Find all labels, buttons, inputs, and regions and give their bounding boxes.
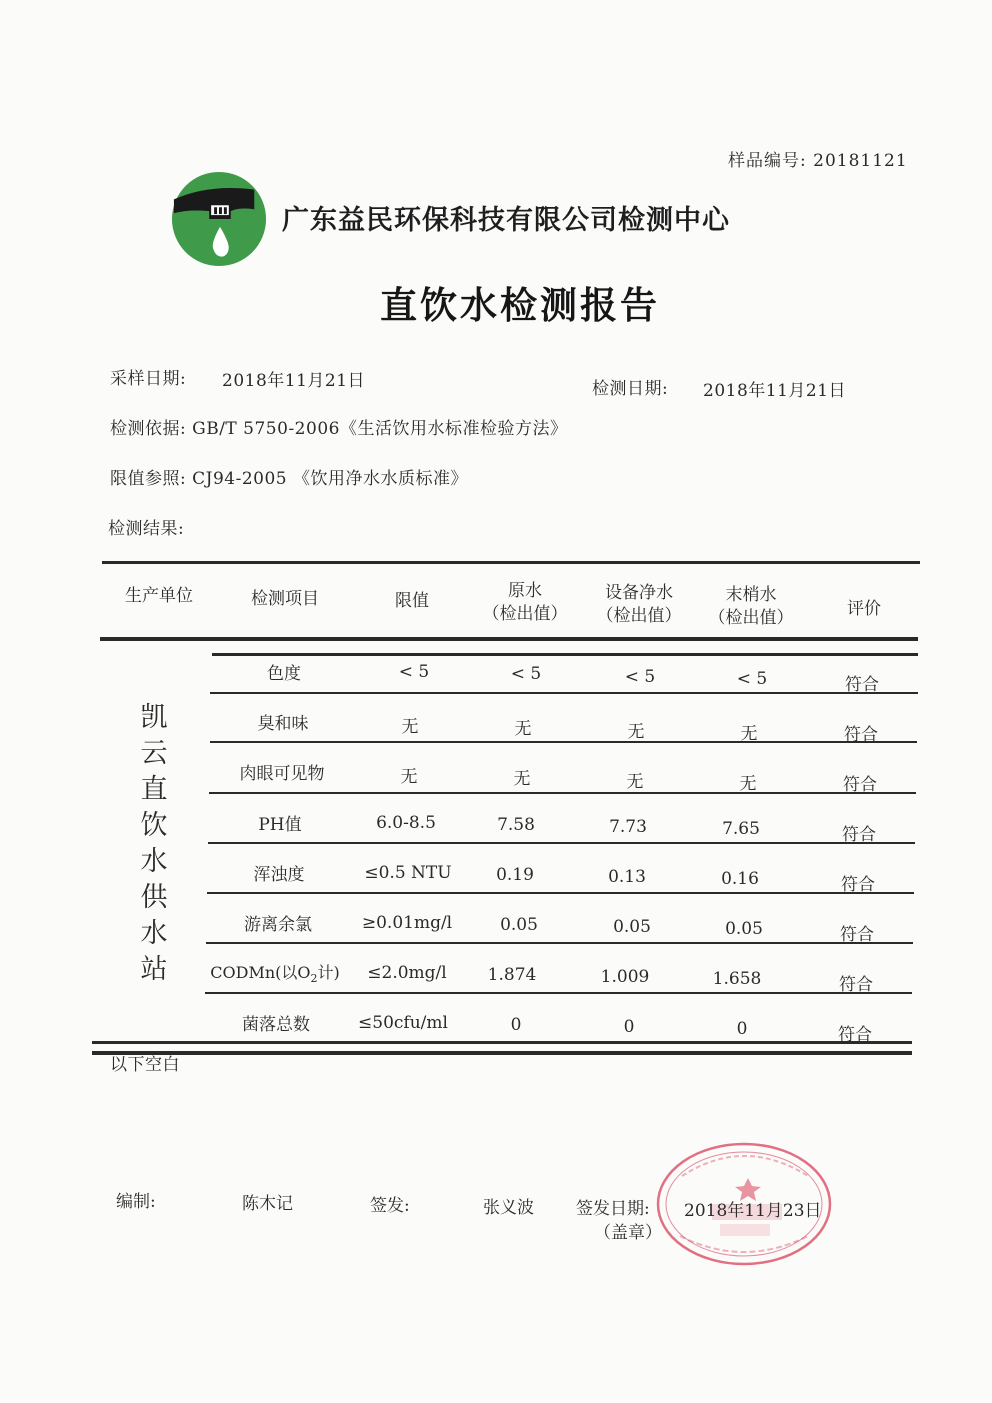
cell-tail: 1.658 bbox=[712, 969, 762, 989]
production-unit-char: 供 bbox=[140, 882, 168, 913]
row-divider bbox=[207, 892, 914, 894]
cell-evaluation: 符合 bbox=[845, 675, 879, 695]
cell-tail: 0 bbox=[736, 1019, 748, 1039]
results-label: 检测结果: bbox=[108, 519, 185, 539]
cell-device: 无 bbox=[627, 722, 645, 742]
row-divider bbox=[210, 692, 918, 694]
cell-evaluation: 符合 bbox=[841, 875, 875, 895]
report-title: 直饮水检测报告 bbox=[380, 283, 660, 327]
table-bottom-rule bbox=[92, 1051, 912, 1055]
compiled-label: 编制: bbox=[116, 1192, 156, 1212]
company-logo-icon bbox=[170, 170, 268, 268]
cell-item: 臭和味 bbox=[257, 714, 309, 734]
cell-item: 浑浊度 bbox=[253, 865, 305, 885]
cell-device: 无 bbox=[626, 772, 644, 792]
issued-by: 张义波 bbox=[483, 1198, 534, 1218]
header-production-unit: 生产单位 bbox=[125, 586, 193, 606]
issued-label: 签发: bbox=[370, 1196, 410, 1216]
row-divider bbox=[208, 842, 915, 844]
cell-raw: 无 bbox=[514, 719, 532, 739]
cell-evaluation: 符合 bbox=[844, 725, 878, 745]
table-top-rule bbox=[102, 561, 920, 564]
cell-limit: ≤0.5 NTU bbox=[364, 863, 452, 883]
row-divider bbox=[209, 792, 916, 794]
cell-device: < 5 bbox=[624, 667, 656, 687]
cell-limit: 无 bbox=[401, 717, 419, 737]
table-header-rule bbox=[100, 637, 918, 641]
limit-reference: 限值参照: CJ94-2005 《饮用净水水质标准》 bbox=[110, 469, 468, 489]
header-raw-water: 原水 （检出值） bbox=[482, 581, 568, 624]
production-unit-char: 直 bbox=[140, 774, 168, 805]
cell-raw: 无 bbox=[513, 769, 531, 789]
test-date-label: 检测日期: bbox=[592, 379, 669, 399]
cell-limit: < 5 bbox=[398, 662, 430, 682]
cell-evaluation: 符合 bbox=[842, 825, 876, 845]
cell-limit: 无 bbox=[400, 767, 418, 787]
header-test-item: 检测项目 bbox=[251, 589, 319, 609]
cell-evaluation: 符合 bbox=[838, 1025, 872, 1045]
cell-evaluation: 符合 bbox=[840, 925, 874, 945]
production-unit-char: 水 bbox=[140, 918, 168, 949]
blank-note: 以下空白 bbox=[110, 1055, 180, 1075]
cell-item: CODMn(以$O_2$计) bbox=[210, 963, 340, 986]
cell-device: 1.009 bbox=[600, 967, 650, 987]
table-subheader-rule bbox=[212, 653, 918, 656]
cell-limit: ≤2.0mg/l bbox=[367, 963, 447, 983]
row-divider bbox=[210, 741, 917, 743]
sampling-date: 2018年11月21日 bbox=[222, 371, 366, 391]
test-basis: 检测依据: GB/T 5750-2006《生活饮用水标准检验方法》 bbox=[110, 419, 568, 439]
cell-tail: 7.65 bbox=[722, 819, 760, 839]
sample-number: 样品编号: 20181121 bbox=[728, 151, 908, 171]
cell-raw: < 5 bbox=[510, 664, 542, 684]
test-date: 2018年11月21日 bbox=[703, 381, 847, 401]
cell-item: 色度 bbox=[267, 664, 301, 684]
production-unit-char: 饮 bbox=[140, 810, 168, 841]
cell-limit: ≤50cfu/ml bbox=[358, 1013, 448, 1033]
cell-evaluation: 符合 bbox=[839, 975, 873, 995]
cell-device: 7.73 bbox=[609, 817, 647, 837]
header-limit: 限值 bbox=[395, 591, 429, 611]
cell-item: 肉眼可见物 bbox=[239, 764, 325, 784]
cell-raw: 7.58 bbox=[497, 815, 535, 835]
company-name: 广东益民环保科技有限公司检测中心 bbox=[282, 205, 730, 236]
cell-raw: 0 bbox=[510, 1015, 522, 1035]
cell-limit: 6.0-8.5 bbox=[376, 813, 436, 833]
cell-evaluation: 符合 bbox=[843, 775, 877, 795]
cell-tail: 0.05 bbox=[725, 919, 763, 939]
header-device-water: 设备净水 （检出值） bbox=[596, 583, 682, 626]
compiled-by: 陈木记 bbox=[242, 1194, 293, 1214]
issue-date: 2018年11月23日 bbox=[684, 1201, 822, 1221]
cell-raw: 0.05 bbox=[500, 915, 538, 935]
cell-device: 0.05 bbox=[613, 917, 651, 937]
cell-limit: ≥0.01mg/l bbox=[361, 913, 453, 933]
cell-item: 菌落总数 bbox=[242, 1015, 310, 1035]
production-unit-char: 凯 bbox=[140, 702, 168, 733]
cell-device: 0 bbox=[623, 1017, 635, 1037]
issue-date-label: 签发日期: bbox=[576, 1199, 650, 1219]
row-divider bbox=[206, 942, 913, 944]
production-unit-char: 站 bbox=[140, 954, 168, 985]
row-divider bbox=[205, 992, 912, 994]
cell-tail: 无 bbox=[739, 774, 757, 794]
sampling-date-label: 采样日期: bbox=[110, 369, 187, 389]
seal-note: （盖章） bbox=[594, 1223, 662, 1243]
header-tail-water: 末梢水 （检出值） bbox=[708, 585, 794, 628]
production-unit-char: 水 bbox=[140, 846, 168, 877]
cell-item: PH值 bbox=[258, 815, 302, 835]
cell-tail: 0.16 bbox=[721, 869, 759, 889]
cell-raw: 0.19 bbox=[496, 865, 534, 885]
cell-raw: 1.874 bbox=[487, 965, 537, 985]
cell-device: 0.13 bbox=[608, 867, 646, 887]
cell-tail: 无 bbox=[740, 724, 758, 744]
table-bottom-rule bbox=[92, 1041, 912, 1044]
header-evaluation: 评价 bbox=[847, 599, 881, 619]
cell-tail: < 5 bbox=[736, 669, 768, 689]
production-unit-char: 云 bbox=[140, 738, 168, 769]
cell-item: 游离余氯 bbox=[244, 915, 312, 935]
